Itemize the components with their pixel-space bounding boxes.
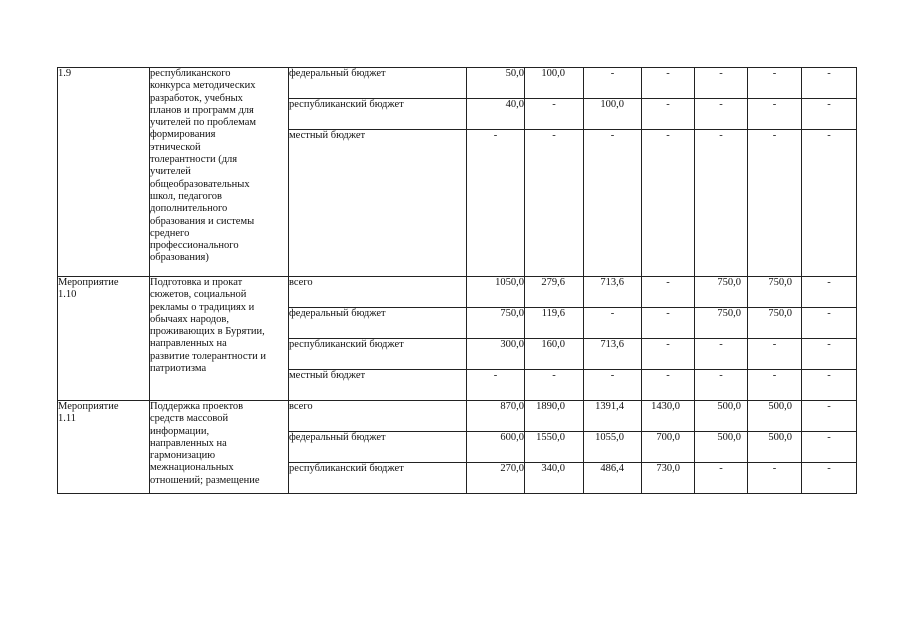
budget-value: 279,6	[525, 277, 584, 308]
budget-value: -	[642, 68, 695, 99]
budget-value: 870,0	[467, 401, 525, 432]
measure-description: Поддержка проектов средств массовой информации, направленных на гармонизацию межнациональных отношений; размещение	[150, 401, 260, 486]
budget-value: 1890,0	[525, 401, 584, 432]
budget-value: -	[748, 339, 802, 370]
budget-value: -	[642, 277, 695, 308]
budget-value: 1550,0	[525, 432, 584, 463]
budget-value: -	[642, 339, 695, 370]
measure-description: Подготовка и прокат сюжетов, социальной рекламы о традициях и обычаях народов, проживающих в Бурятии, направленных на развитие толерантности и патриотизма	[150, 277, 266, 375]
budget-value: -	[525, 370, 584, 401]
budget-value: -	[802, 370, 857, 401]
budget-value: 713,6	[584, 277, 642, 308]
budget-value: -	[802, 308, 857, 339]
budget-value: 1391,4	[584, 401, 642, 432]
funding-source: всего	[289, 277, 467, 308]
budget-value: 500,0	[695, 401, 748, 432]
budget-value: 500,0	[748, 401, 802, 432]
budget-value: 1430,0	[642, 401, 695, 432]
measure-id-cell	[58, 277, 150, 401]
budget-value: -	[467, 370, 525, 401]
budget-value: -	[802, 463, 857, 494]
budget-value: -	[584, 370, 642, 401]
measure-id: Мероприятие 1.11	[58, 401, 119, 425]
budget-table	[57, 67, 857, 494]
budget-value: -	[525, 130, 584, 277]
budget-value: -	[695, 68, 748, 99]
budget-value: 300,0	[467, 339, 525, 370]
budget-value: -	[467, 130, 525, 277]
funding-source: федеральный бюджет	[289, 308, 467, 339]
measure-id-cell	[58, 401, 150, 494]
measure-description-cell	[150, 401, 289, 494]
budget-value: -	[584, 68, 642, 99]
budget-value: -	[802, 99, 857, 130]
budget-value: 750,0	[748, 277, 802, 308]
budget-value: -	[802, 130, 857, 277]
budget-value: 340,0	[525, 463, 584, 494]
budget-value: -	[695, 370, 748, 401]
budget-value: 1050,0	[467, 277, 525, 308]
budget-value: 270,0	[467, 463, 525, 494]
budget-value: -	[642, 130, 695, 277]
budget-value: 750,0	[695, 308, 748, 339]
funding-source: республиканский бюджет	[289, 463, 467, 494]
funding-source: местный бюджет	[289, 130, 467, 277]
funding-source: республиканский бюджет	[289, 339, 467, 370]
budget-value: -	[748, 370, 802, 401]
budget-value: -	[748, 68, 802, 99]
budget-value: 713,6	[584, 339, 642, 370]
budget-value: 119,6	[525, 308, 584, 339]
budget-value: 50,0	[467, 68, 525, 99]
budget-value: 730,0	[642, 463, 695, 494]
budget-value: 160,0	[525, 339, 584, 370]
budget-value: 750,0	[748, 308, 802, 339]
table-row	[58, 277, 857, 308]
budget-value: -	[802, 68, 857, 99]
budget-value: -	[695, 99, 748, 130]
measure-description: республиканского конкурса методических разработок, учебных планов и программ для учителей по проблемам формирования этнической толерантности (для учителей общеобразовательных школ, педагогов дополнительного образования и системы среднего профессионального образования)	[150, 68, 257, 264]
table-row	[58, 68, 857, 99]
budget-value: -	[695, 130, 748, 277]
budget-value: -	[584, 130, 642, 277]
budget-value: -	[642, 370, 695, 401]
budget-value: 1055,0	[584, 432, 642, 463]
measure-id: 1.9	[58, 68, 72, 79]
measure-description-cell	[150, 277, 289, 401]
measure-id-cell	[58, 68, 150, 277]
budget-value: 500,0	[695, 432, 748, 463]
budget-value: 40,0	[467, 99, 525, 130]
funding-source: республиканский бюджет	[289, 99, 467, 130]
budget-value: -	[802, 339, 857, 370]
budget-value: 750,0	[695, 277, 748, 308]
budget-value: -	[695, 463, 748, 494]
table-body	[58, 68, 857, 494]
budget-value: 600,0	[467, 432, 525, 463]
budget-value: 100,0	[584, 99, 642, 130]
measure-description-cell	[150, 68, 289, 277]
funding-source: местный бюджет	[289, 370, 467, 401]
budget-value: 100,0	[525, 68, 584, 99]
budget-value: -	[642, 99, 695, 130]
funding-source: федеральный бюджет	[289, 432, 467, 463]
budget-value: -	[748, 99, 802, 130]
budget-value: -	[695, 339, 748, 370]
budget-value: -	[584, 308, 642, 339]
budget-value: -	[802, 432, 857, 463]
budget-value: 750,0	[467, 308, 525, 339]
budget-value: 486,4	[584, 463, 642, 494]
funding-source: всего	[289, 401, 467, 432]
budget-value: -	[525, 99, 584, 130]
budget-value: 700,0	[642, 432, 695, 463]
table-row	[58, 401, 857, 432]
budget-value: -	[802, 401, 857, 432]
budget-value: -	[642, 308, 695, 339]
measure-id: Мероприятие 1.10	[58, 277, 119, 301]
funding-source: федеральный бюджет	[289, 68, 467, 99]
budget-value: 500,0	[748, 432, 802, 463]
budget-value: -	[748, 130, 802, 277]
budget-value: -	[802, 277, 857, 308]
budget-value: -	[748, 463, 802, 494]
